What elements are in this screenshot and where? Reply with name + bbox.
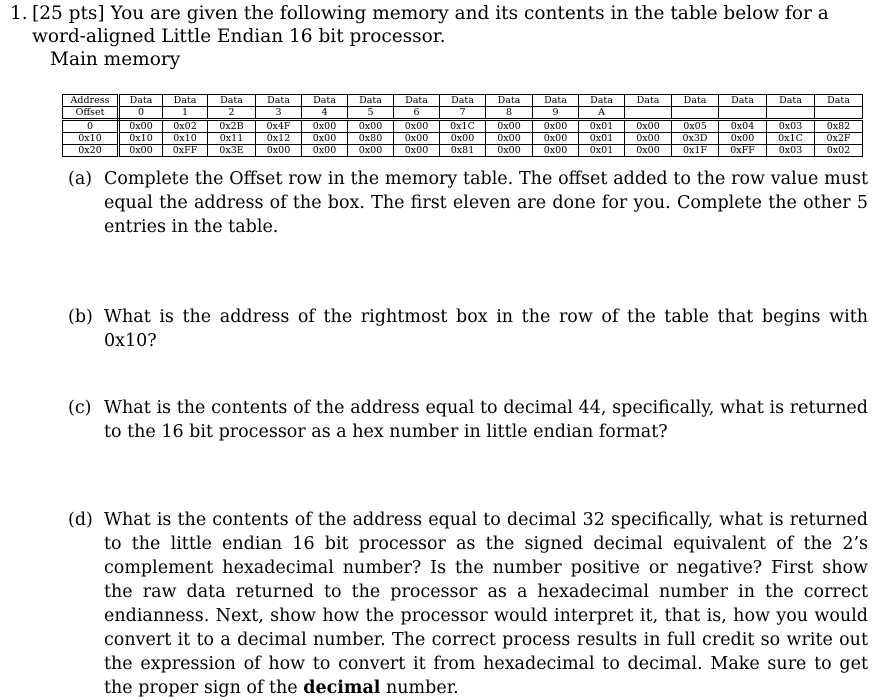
data-cell: 0x00 xyxy=(302,120,348,133)
data-cell: 0x10 xyxy=(119,133,163,145)
data-cell: 0x00 xyxy=(302,145,348,157)
data-cell: 0x02 xyxy=(163,120,208,133)
data-cell: 1 xyxy=(163,107,208,120)
table-row xyxy=(63,120,863,133)
data-cell: 0x00 xyxy=(486,120,533,133)
data-cell xyxy=(767,107,815,120)
data-cell: 0x00 xyxy=(302,133,348,145)
part-b-label: (b) xyxy=(68,307,93,327)
part-d-text-end: number. xyxy=(386,678,459,698)
data-cell: 0x00 xyxy=(486,133,533,145)
data-cell: 0x00 xyxy=(719,133,767,145)
data-cell: 3 xyxy=(256,107,302,120)
row-label-cell: 0x10 xyxy=(63,133,119,145)
data-cell: 0x4F xyxy=(256,120,302,133)
data-cell: 0x3E xyxy=(208,145,256,157)
data-cell xyxy=(672,107,719,120)
part-a xyxy=(68,167,868,239)
part-c-text: What is the contents of the address equal to decimal 44, specifically, what is returned to the 16 bit processor as a hex number in little endian format? xyxy=(104,398,868,442)
table-header-row xyxy=(63,95,863,107)
data-cell: 8 xyxy=(486,107,533,120)
question-text: [25 pts] You are given the following memory and its contents in the table below for a word-aligned Little Endian 16 bit processor. xyxy=(32,3,829,47)
data-cell: 0x11 xyxy=(208,133,256,145)
data-cell: 0x82 xyxy=(815,120,863,133)
data-cell: 0x00 xyxy=(119,120,163,133)
data-cell: 4 xyxy=(302,107,348,120)
data-cell: 0x01 xyxy=(579,133,625,145)
data-cell: 0x00 xyxy=(625,120,672,133)
data-cell: Data xyxy=(625,95,672,107)
data-cell: 0x01 xyxy=(579,145,625,157)
data-cell: 0x05 xyxy=(672,120,719,133)
data-cell: Data xyxy=(348,95,394,107)
data-cell: 0x00 xyxy=(256,145,302,157)
memory-table xyxy=(62,94,863,157)
data-cell: 6 xyxy=(394,107,440,120)
data-cell: 0x1C xyxy=(767,133,815,145)
offset-row xyxy=(63,107,863,120)
data-cell xyxy=(719,107,767,120)
part-d-text xyxy=(104,508,868,700)
part-c-label: (c) xyxy=(68,398,92,418)
data-cell: 0x00 xyxy=(625,133,672,145)
data-cell: 0x10 xyxy=(163,133,208,145)
data-cell: 0x02 xyxy=(815,145,863,157)
data-cell: 0x04 xyxy=(719,120,767,133)
data-cell: 2 xyxy=(208,107,256,120)
data-cell: 0x00 xyxy=(486,145,533,157)
data-cell xyxy=(815,107,863,120)
data-cell: Data xyxy=(672,95,719,107)
data-cell: 0x03 xyxy=(767,120,815,133)
row-label-cell: Address xyxy=(63,95,119,107)
data-cell: 0x12 xyxy=(256,133,302,145)
part-d-label: (d) xyxy=(68,510,93,530)
data-cell: Data xyxy=(440,95,486,107)
data-cell: Data xyxy=(533,95,579,107)
data-cell: 0x00 xyxy=(625,145,672,157)
data-cell: 0x81 xyxy=(440,145,486,157)
data-cell: Data xyxy=(256,95,302,107)
data-cell: 0x00 xyxy=(394,120,440,133)
part-c xyxy=(68,396,868,444)
table-row xyxy=(63,133,863,145)
data-cell: 0x00 xyxy=(348,145,394,157)
data-cell: 0x1C xyxy=(440,120,486,133)
part-d xyxy=(68,508,868,700)
main-memory-label: Main memory xyxy=(50,49,181,70)
data-cell: 0x80 xyxy=(348,133,394,145)
table-row xyxy=(63,145,863,157)
row-label-cell: Offset xyxy=(63,107,119,120)
data-cell: 0xFF xyxy=(719,145,767,157)
data-cell: 0x03 xyxy=(767,145,815,157)
data-cell: 0x00 xyxy=(348,120,394,133)
data-cell: 0x00 xyxy=(119,145,163,157)
data-cell: 9 xyxy=(533,107,579,120)
data-cell: 0x00 xyxy=(533,145,579,157)
data-cell: A xyxy=(579,107,625,120)
data-cell: 0x00 xyxy=(533,133,579,145)
data-cell: Data xyxy=(208,95,256,107)
row-label-cell: 0x20 xyxy=(63,145,119,157)
part-b-text: What is the address of the rightmost box in the row of the table that begins with 0x10? xyxy=(104,307,868,351)
data-cell: Data xyxy=(579,95,625,107)
data-cell: Data xyxy=(119,95,163,107)
data-cell: 0x00 xyxy=(533,120,579,133)
data-cell: 0x00 xyxy=(394,133,440,145)
data-cell: 7 xyxy=(440,107,486,120)
data-cell xyxy=(625,107,672,120)
part-d-bold-word: decimal xyxy=(303,678,381,698)
part-d-text-main: What is the contents of the address equal to decimal 32 specifically, what is returned to the little endian 16 bit processor as the signed decimal equivalent of the 2’s complement hexadecimal number? Is the number positive or negative? First show the raw data returned to the processor as a hexadecimal number in the correct endianness. Next, show how the processor would interpret it, that is, how you would convert it to a decimal number. The correct process results in full credit so write out the expression of how to convert it from hexadecimal to decimal. Make sure to get the proper sign of the xyxy=(104,510,868,698)
data-cell: 5 xyxy=(348,107,394,120)
data-cell: Data xyxy=(767,95,815,107)
data-cell: 0xFF xyxy=(163,145,208,157)
data-cell: Data xyxy=(302,95,348,107)
data-cell: Data xyxy=(719,95,767,107)
data-cell: Data xyxy=(394,95,440,107)
data-cell: 0x00 xyxy=(394,145,440,157)
data-cell: 0x2F xyxy=(815,133,863,145)
data-cell: 0x1F xyxy=(672,145,719,157)
data-cell: Data xyxy=(163,95,208,107)
data-cell: 0x2B xyxy=(208,120,256,133)
question-number: 1. xyxy=(10,3,28,24)
part-a-text: Complete the Offset row in the memory table. The offset added to the row value must equal the address of the box. The first eleven are done for you. Complete the other 5 entries in the table. xyxy=(104,169,868,237)
data-cell: 0x01 xyxy=(579,120,625,133)
data-cell: 0x3D xyxy=(672,133,719,145)
row-label-cell: 0 xyxy=(63,120,119,133)
part-b xyxy=(68,305,868,353)
data-cell: 0x00 xyxy=(440,133,486,145)
part-a-label: (a) xyxy=(68,169,93,189)
data-cell: 0 xyxy=(119,107,163,120)
data-cell: Data xyxy=(486,95,533,107)
data-cell: Data xyxy=(815,95,863,107)
